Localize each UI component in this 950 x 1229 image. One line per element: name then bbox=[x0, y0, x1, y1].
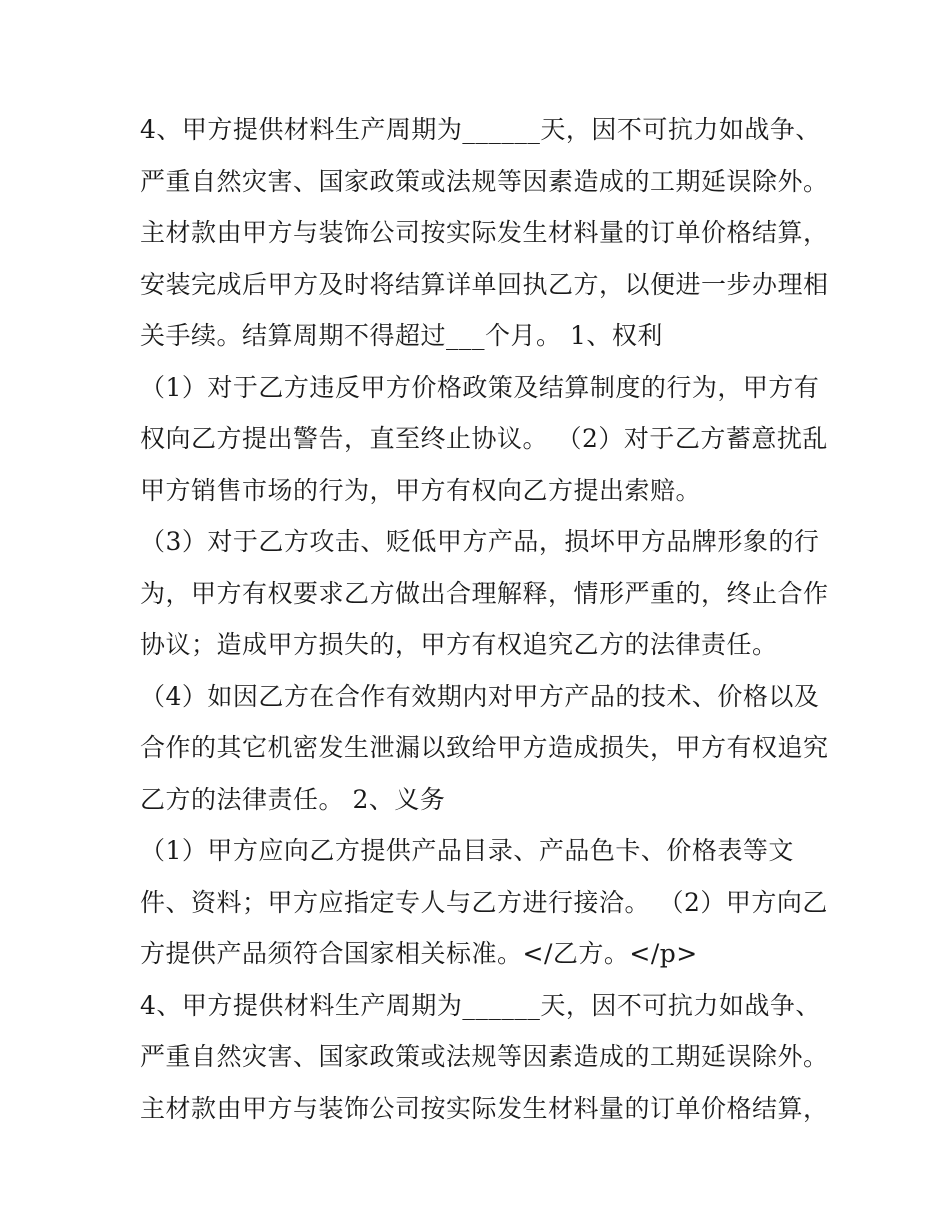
text-line: 主材款由甲方与装饰公司按实际发生材料量的订单价格结算， bbox=[140, 218, 829, 247]
text-line: 甲方销售市场的行为，甲方有权向乙方提出索赔。 bbox=[140, 475, 702, 505]
text-line: （4）如因乙方在合作有效期内对甲方产品的技术、价格以及 bbox=[140, 681, 820, 711]
text-line: 协议；造成甲方损失的，甲方有权追究乙方的法律责任。 bbox=[140, 630, 778, 659]
text-line: 严重自然灾害、国家政策或法规等因素造成的工期延误除外。 bbox=[140, 1042, 829, 1071]
text-line: 严重自然灾害、国家政策或法规等因素造成的工期延误除外。 bbox=[140, 166, 829, 196]
contract-text bbox=[140, 104, 829, 1134]
text-line: 4、甲方提供材料生产周期为______天，因不可抗力如战争、 bbox=[140, 115, 821, 144]
text-line: 安装完成后甲方及时将结算详单回执乙方，以便进一步办理相 bbox=[140, 269, 829, 299]
text-line: 关手续。结算周期不得超过___个月。 1、权利 bbox=[140, 321, 663, 350]
text-line: 乙方的法律责任。 2、义务 bbox=[140, 784, 446, 814]
text-line: （1）对于乙方违反甲方价格政策及结算制度的行为，甲方有 bbox=[140, 372, 820, 402]
text-line: （3）对于乙方攻击、贬低甲方产品，损坏甲方品牌形象的行 bbox=[140, 527, 820, 556]
text-line: 件、资料；甲方应指定专人与乙方进行接洽。 （2）甲方向乙 bbox=[140, 887, 828, 917]
text-line: （1）甲方应向乙方提供产品目录、产品色卡、价格表等文 bbox=[140, 836, 794, 865]
text-line: 为，甲方有权要求乙方做出合理解释，情形严重的，终止合作 bbox=[140, 578, 829, 608]
text-line: 4、甲方提供材料生产周期为______天，因不可抗力如战争、 bbox=[140, 990, 821, 1020]
text-line: 合作的其它机密发生泄漏以致给甲方造成损失，甲方有权追究 bbox=[140, 733, 829, 762]
text-line: 方提供产品须符合国家相关标准。</乙方。</p> bbox=[140, 939, 698, 968]
text-line: 权向乙方提出警告，直至终止协议。 （2）对于乙方蓄意扰乱 bbox=[140, 424, 828, 453]
text-line: 主材款由甲方与装饰公司按实际发生材料量的订单价格结算， bbox=[140, 1093, 829, 1123]
